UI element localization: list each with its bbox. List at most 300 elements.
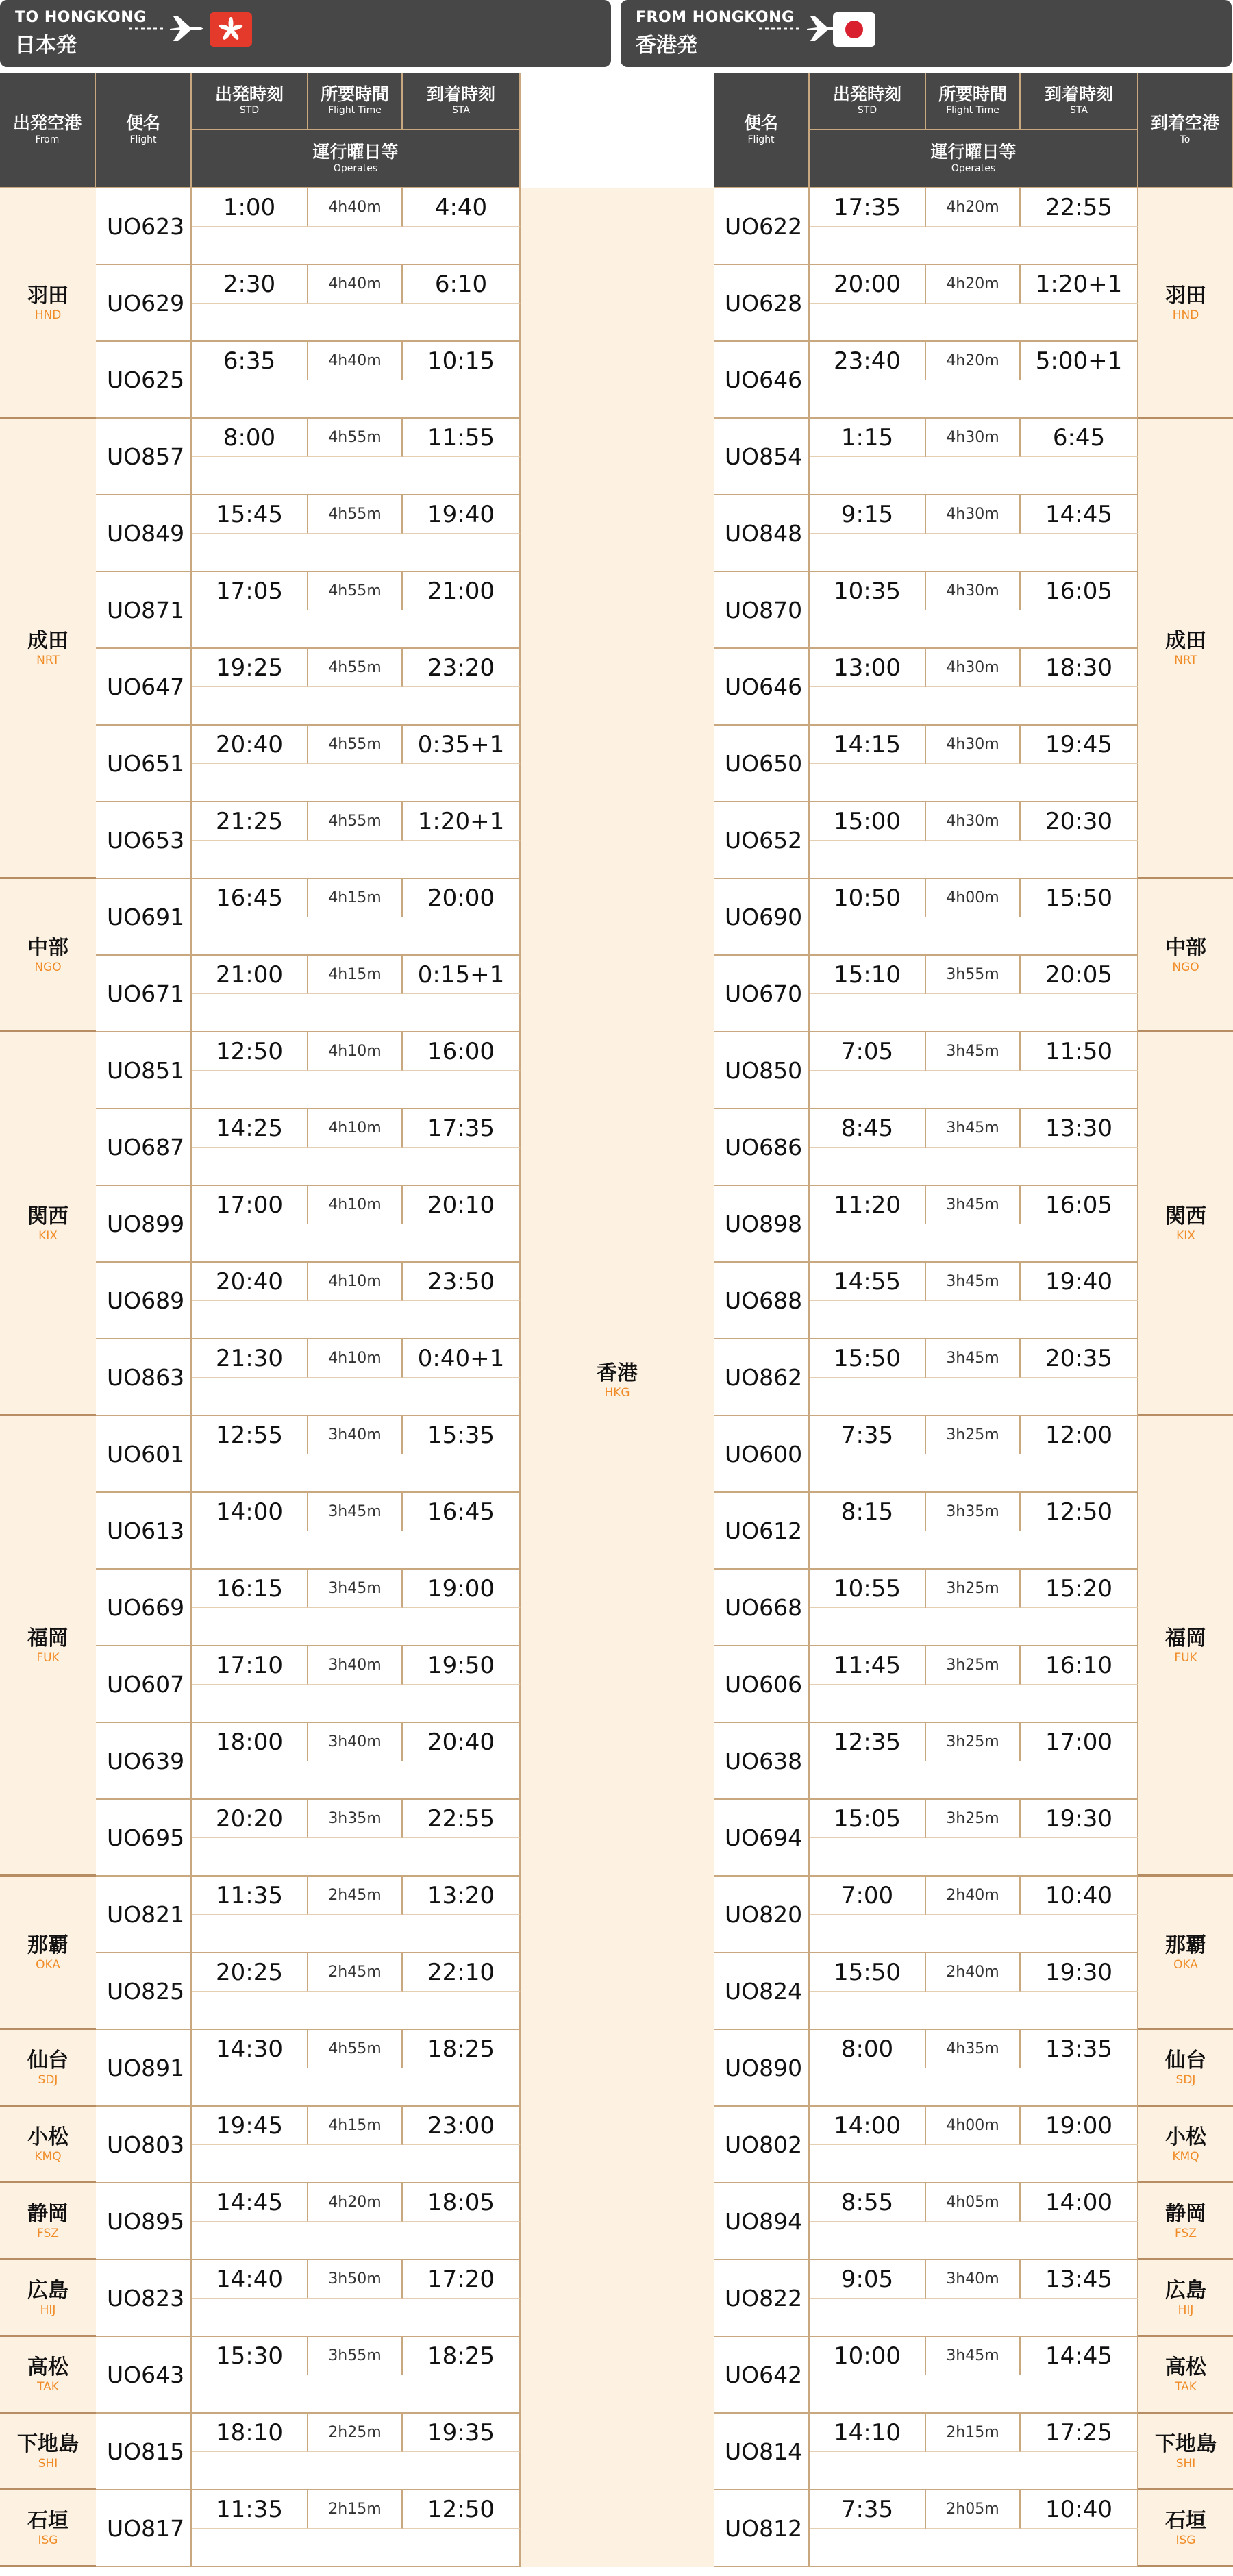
operating-days [810,2068,1138,2107]
flight-number[interactable]: UO891 [96,2030,192,2107]
flight-duration: 4h55m [308,802,403,841]
airport-code: SDJ [38,2072,58,2087]
arrival-time: 20:30 [1021,802,1138,841]
flight-number[interactable]: UO825 [96,1953,192,2030]
flight-number[interactable]: UO691 [96,879,192,956]
departure-time: 15:45 [192,495,308,534]
tab-jp-label: 日本発 [15,34,77,58]
departure-time: 14:25 [192,1109,308,1148]
arrival-time: 11:50 [1021,1032,1138,1071]
departure-time: 10:35 [810,572,926,610]
airport-code: TAK [1175,2379,1197,2394]
flight-number[interactable]: UO607 [96,1646,192,1723]
flight-duration: 4h00m [926,2107,1021,2145]
flight-number[interactable]: UO643 [96,2337,192,2414]
flight-number[interactable]: UO646 [714,649,810,726]
tab-to-hongkong[interactable] [0,0,611,67]
destination-airport [1138,2490,1233,2567]
tab-from-hongkong[interactable] [621,0,1232,67]
origin-airport [0,2490,96,2567]
origin-airport [0,2260,96,2337]
airport-name: 下地島 [17,2431,79,2456]
tab-jp-label: 香港発 [636,34,697,58]
flight-duration: 4h10m [308,1109,403,1148]
departure-time: 11:20 [810,1186,926,1224]
operating-days [192,1454,521,1493]
flight-number[interactable]: UO870 [714,572,810,649]
flight-duration: 3h25m [926,1723,1021,1761]
airport-name: 中部 [1165,935,1206,960]
flight-duration: 2h05m [926,2490,1021,2529]
departure-time: 20:40 [192,726,308,764]
flight-duration: 2h15m [926,2414,1021,2452]
flight-number[interactable]: UO687 [96,1109,192,1186]
operating-days [192,2375,521,2414]
operating-days [810,2222,1138,2260]
flight-duration: 3h40m [308,1723,403,1761]
header-spacer [521,73,714,188]
departure-time: 20:40 [192,1263,308,1301]
departure-time: 2:30 [192,265,308,304]
arrival-time: 10:40 [1021,2490,1138,2529]
operating-days [192,2222,521,2260]
airport-name: 羽田 [27,283,68,308]
flight-number[interactable]: UO653 [96,802,192,879]
flight-duration: 3h35m [926,1493,1021,1531]
operating-days [810,764,1138,802]
operating-days [810,994,1138,1032]
airport-code: SHI [1175,2456,1196,2470]
flight-number[interactable]: UO851 [96,1032,192,1109]
departure-time: 10:55 [810,1570,926,1608]
operating-days [192,2299,521,2337]
departure-time: 19:45 [192,2107,308,2145]
airport-code: FUK [36,1650,60,1665]
arrival-time: 23:00 [403,2107,521,2145]
arrival-time: 15:35 [403,1416,521,1454]
arrival-time: 15:50 [1021,879,1138,917]
departure-time: 12:50 [192,1032,308,1071]
airport-name: 石垣 [27,2508,68,2533]
operating-days [810,304,1138,342]
flight-duration: 4h30m [926,419,1021,457]
operating-days [192,687,521,726]
operating-days [192,1685,521,1723]
airport-name: 静岡 [27,2201,68,2226]
hub-airport [521,188,714,2567]
destination-airport [1138,2414,1233,2490]
flight-duration: 2h40m [926,1953,1021,1992]
flight-number[interactable]: UO862 [714,1339,810,1416]
arrival-time: 0:35+1 [403,726,521,764]
arrival-time: 4:40 [403,188,521,227]
airport-code: KIX [1176,1228,1195,1243]
flight-duration: 3h45m [926,2337,1021,2375]
operating-days [810,610,1138,649]
flight-number[interactable]: UO651 [96,726,192,802]
flight-number[interactable]: UO690 [714,879,810,956]
arrival-time: 21:00 [403,572,521,610]
destination-airport [1138,2337,1233,2414]
operating-days [192,227,521,265]
flight-duration: 3h45m [926,1263,1021,1301]
flight-duration: 4h30m [926,726,1021,764]
arrival-time: 19:30 [1021,1953,1138,1992]
flight-number[interactable]: UO857 [96,419,192,495]
flight-duration: 2h45m [308,1877,403,1915]
flight-duration: 3h25m [926,1570,1021,1608]
operating-days [810,1761,1138,1800]
operating-days [192,2529,521,2567]
arrival-time: 17:00 [1021,1723,1138,1761]
flight-number[interactable]: UO820 [714,1877,810,1953]
arrival-time: 20:35 [1021,1339,1138,1378]
flight-duration: 4h10m [308,1263,403,1301]
departure-time: 1:15 [810,419,926,457]
flight-number[interactable]: UO606 [714,1646,810,1723]
flight-number[interactable]: UO670 [714,956,810,1032]
flight-duration: 4h55m [308,495,403,534]
flight-number[interactable]: UO824 [714,1953,810,2030]
flight-duration: 3h25m [926,1800,1021,1838]
operating-days [192,1071,521,1109]
airport-name: 関西 [27,1204,68,1228]
arrival-time: 17:25 [1021,2414,1138,2452]
flight-number[interactable]: UO612 [714,1493,810,1570]
flight-duration: 3h45m [308,1570,403,1608]
flight-duration: 4h20m [926,188,1021,227]
destination-airport [1138,188,1233,419]
airport-code: KMQ [34,2149,62,2164]
departure-time: 17:35 [810,188,926,227]
airport-code: NGO [34,960,62,974]
flight-number[interactable]: UO671 [96,956,192,1032]
flight-number[interactable]: UO848 [714,495,810,572]
flight-duration: 3h45m [926,1109,1021,1148]
flight-number[interactable]: UO890 [714,2030,810,2107]
departure-time: 7:35 [810,2490,926,2529]
departure-time: 15:30 [192,2337,308,2375]
arrival-time: 16:10 [1021,1646,1138,1685]
departure-time: 21:00 [192,956,308,994]
flight-number[interactable]: UO629 [96,265,192,342]
flight-number[interactable]: UO647 [96,649,192,726]
operating-days [810,2375,1138,2414]
flight-number[interactable]: UO623 [96,188,192,265]
arrival-time: 22:10 [403,1953,521,1992]
header-flight: 便名 Flight [96,73,192,188]
hk-flag-icon [210,12,252,47]
flight-duration: 3h25m [926,1416,1021,1454]
operating-days [192,917,521,956]
arrival-time: 6:45 [1021,419,1138,457]
arrival-time: 20:10 [403,1186,521,1224]
departure-time: 12:35 [810,1723,926,1761]
arrival-time: 11:55 [403,419,521,457]
flight-duration: 2h15m [308,2490,403,2529]
flight-number[interactable]: UO812 [714,2490,810,2567]
airport-name: 下地島 [1155,2431,1217,2456]
arrival-time: 10:40 [1021,1877,1138,1915]
arrival-time: 15:20 [1021,1570,1138,1608]
header-duration: 所要時間 Flight Time [308,73,403,130]
airport-code: NRT [1174,653,1197,667]
operating-days [810,2299,1138,2337]
departure-time: 11:35 [192,2490,308,2529]
operating-days [810,841,1138,879]
header-operates: 運行曜日等 Operates [192,130,521,188]
arrival-time: 22:55 [1021,188,1138,227]
operating-days [192,1378,521,1416]
flight-number[interactable]: UO863 [96,1339,192,1416]
flight-duration: 3h40m [926,2260,1021,2299]
flight-number[interactable]: UO821 [96,1877,192,1953]
operating-days [192,1531,521,1570]
flight-duration: 4h05m [926,2183,1021,2222]
airport-name: 小松 [27,2125,68,2149]
arrival-time: 19:50 [403,1646,521,1685]
flight-duration: 4h10m [308,1339,403,1378]
flight-number[interactable]: UO689 [96,1263,192,1339]
departure-time: 13:00 [810,649,926,687]
operating-days [192,610,521,649]
flight-duration: 4h20m [926,342,1021,380]
flight-number[interactable]: UO695 [96,1800,192,1877]
operating-days [192,1224,521,1263]
flight-number[interactable]: UO803 [96,2107,192,2183]
operating-days [810,1915,1138,1953]
flight-number[interactable]: UO639 [96,1723,192,1800]
flight-number[interactable]: UO802 [714,2107,810,2183]
airport-code: HND [1172,308,1199,322]
header-sta: 到着時刻 STA [403,73,521,130]
departure-time: 6:35 [192,342,308,380]
departure-time: 21:30 [192,1339,308,1378]
airport-name: 仙台 [27,2048,68,2072]
operating-days [810,534,1138,572]
flight-duration: 4h55m [308,572,403,610]
destination-airport [1138,2030,1233,2107]
operating-days [810,380,1138,419]
origin-airport [0,1416,96,1877]
operating-days [810,1148,1138,1186]
flight-number[interactable]: UO688 [714,1263,810,1339]
arrival-time: 19:00 [1021,2107,1138,2145]
departure-time: 14:55 [810,1263,926,1301]
flight-number[interactable]: UO817 [96,2490,192,2567]
flight-duration: 4h35m [926,2030,1021,2068]
arrival-time: 14:45 [1021,2337,1138,2375]
flight-duration: 3h45m [308,1493,403,1531]
arrival-time: 18:25 [403,2030,521,2068]
flight-duration: 4h30m [926,649,1021,687]
operating-days [192,1838,521,1877]
arrival-time: 12:50 [403,2490,521,2529]
arrival-time: 1:20+1 [1021,265,1138,304]
flight-number[interactable]: UO669 [96,1570,192,1646]
flight-number[interactable]: UO668 [714,1570,810,1646]
arrival-time: 19:30 [1021,1800,1138,1838]
arrival-time: 12:00 [1021,1416,1138,1454]
flight-number[interactable]: UO822 [714,2260,810,2337]
origin-airport [0,1877,96,2030]
flight-number[interactable]: UO814 [714,2414,810,2490]
flight-duration: 4h30m [926,572,1021,610]
airport-name: 関西 [1165,1204,1206,1228]
flight-duration: 4h15m [308,956,403,994]
flight-number[interactable]: UO686 [714,1109,810,1186]
departure-time: 20:00 [810,265,926,304]
airport-code: NRT [36,653,60,667]
arrival-time: 14:45 [1021,495,1138,534]
arrival-time: 19:45 [1021,726,1138,764]
flight-number[interactable]: UO854 [714,419,810,495]
flight-number[interactable]: UO871 [96,572,192,649]
flight-number[interactable]: UO849 [96,495,192,572]
origin-airport [0,2107,96,2183]
operating-days [192,1992,521,2030]
operating-days [810,1071,1138,1109]
operating-days [810,2452,1138,2490]
flight-duration: 4h55m [308,419,403,457]
airport-name: 高松 [27,2355,68,2379]
departure-time: 15:50 [810,1339,926,1378]
departure-time: 14:00 [810,2107,926,2145]
flight-number[interactable]: UO899 [96,1186,192,1263]
flight-number[interactable]: UO638 [714,1723,810,1800]
flight-duration: 3h50m [308,2260,403,2299]
flight-duration: 3h45m [926,1032,1021,1071]
departure-time: 17:00 [192,1186,308,1224]
departure-time: 8:15 [810,1493,926,1531]
airport-code: SHI [38,2456,58,2470]
airport-code: KIX [38,1228,58,1243]
airport-code: ISG [1175,2533,1196,2547]
flight-number[interactable]: UO815 [96,2414,192,2490]
destination-airport [1138,1416,1233,1877]
flight-number[interactable]: UO622 [714,188,810,265]
departure-time: 16:45 [192,879,308,917]
operating-days [810,2145,1138,2183]
arrival-time: 18:30 [1021,649,1138,687]
flight-number[interactable]: UO823 [96,2260,192,2337]
operating-days [192,2068,521,2107]
flight-number[interactable]: UO652 [714,802,810,879]
airport-name: 小松 [1165,2125,1206,2149]
departure-time: 14:00 [192,1493,308,1531]
operating-days [192,1608,521,1646]
header-std: 出発時刻 STD [810,73,926,130]
destination-airport [1138,1032,1233,1416]
arrival-time: 18:25 [403,2337,521,2375]
flight-duration: 3h35m [308,1800,403,1838]
operating-days [810,457,1138,495]
arrival-time: 0:15+1 [403,956,521,994]
tab-en-label: TO HONGKONG [15,9,147,26]
flight-duration: 2h40m [926,1877,1021,1915]
departure-time: 17:05 [192,572,308,610]
flight-number[interactable]: UO646 [714,342,810,419]
departure-time: 12:55 [192,1416,308,1454]
operating-days [192,1915,521,1953]
airport-code: OKA [1173,1957,1198,1972]
flight-number[interactable]: UO642 [714,2337,810,2414]
flight-duration: 3h55m [926,956,1021,994]
header-from: 出発空港 From [0,73,96,188]
flight-duration: 4h55m [308,649,403,687]
departure-time: 14:15 [810,726,926,764]
destination-airport [1138,1877,1233,2030]
flight-number[interactable]: UO600 [714,1416,810,1493]
airport-code: FUK [1174,1650,1197,1665]
airport-code: NGO [1172,960,1199,974]
header-operates: 運行曜日等 Operates [810,130,1138,188]
airport-name: 高松 [1165,2355,1206,2379]
departure-time: 11:45 [810,1646,926,1685]
airport-name: 羽田 [1165,283,1206,308]
arrival-time: 16:05 [1021,572,1138,610]
operating-days [192,1301,521,1339]
origin-airport [0,2414,96,2490]
operating-days [192,304,521,342]
airport-code: FSZ [37,2226,59,2240]
arrival-time: 12:50 [1021,1493,1138,1531]
departure-time: 18:00 [192,1723,308,1761]
direction-tabs [0,0,1233,71]
flight-duration: 4h15m [308,879,403,917]
airport-name: 広島 [1165,2278,1206,2303]
operating-days [810,1224,1138,1263]
airport-name: 福岡 [27,1626,68,1650]
header-sta: 到着時刻 STA [1021,73,1138,130]
flight-number[interactable]: UO650 [714,726,810,802]
arrival-time: 0:40+1 [403,1339,521,1378]
departure-time: 7:00 [810,1877,926,1915]
flight-duration: 4h10m [308,1032,403,1071]
arrival-time: 16:45 [403,1493,521,1531]
operating-days [810,1685,1138,1723]
flight-number[interactable]: UO850 [714,1032,810,1109]
origin-airport [0,419,96,879]
flight-number[interactable]: UO894 [714,2183,810,2260]
table-header [0,73,1233,188]
flight-number[interactable]: UO895 [96,2183,192,2260]
destination-airport [1138,879,1233,1032]
operating-days [192,841,521,879]
hub-code: HKG [604,1386,630,1400]
arrival-time: 1:20+1 [403,802,521,841]
departure-time: 21:25 [192,802,308,841]
flight-number[interactable]: UO694 [714,1800,810,1877]
flight-number[interactable]: UO613 [96,1493,192,1570]
arrival-time: 19:40 [1021,1263,1138,1301]
operating-days [810,227,1138,265]
departure-time: 15:10 [810,956,926,994]
arrival-time: 17:20 [403,2260,521,2299]
airport-name: 那覇 [27,1933,68,1957]
departure-time: 14:30 [192,2030,308,2068]
flight-number[interactable]: UO898 [714,1186,810,1263]
arrival-time: 22:55 [403,1800,521,1838]
flight-number[interactable]: UO628 [714,265,810,342]
departure-time: 7:05 [810,1032,926,1071]
flight-number[interactable]: UO625 [96,342,192,419]
operating-days [192,534,521,572]
airport-name: 中部 [27,935,68,960]
destination-airport [1138,2260,1233,2337]
departure-time: 8:45 [810,1109,926,1148]
flight-number[interactable]: UO601 [96,1416,192,1493]
